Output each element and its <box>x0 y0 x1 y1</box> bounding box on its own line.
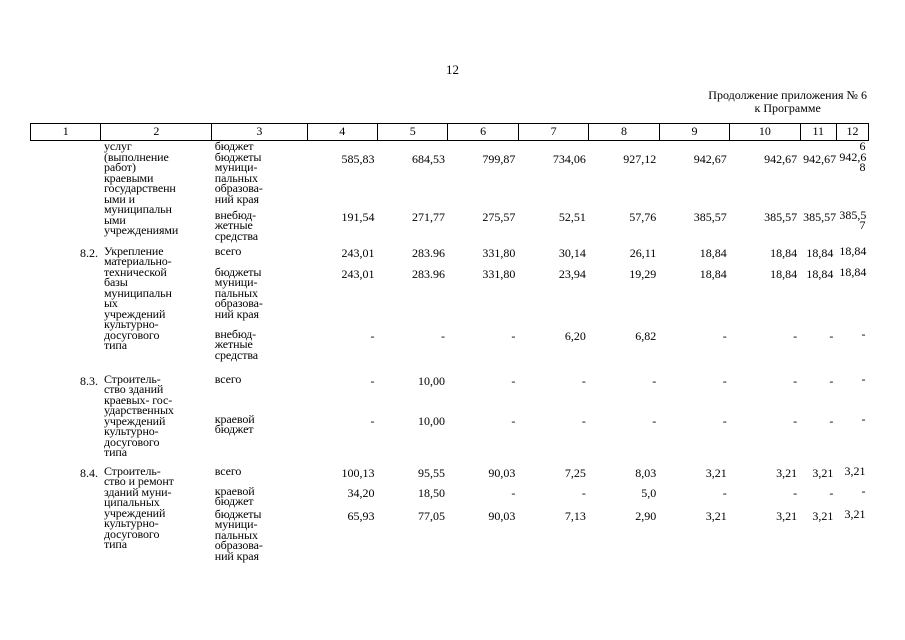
value-cell: 5,0 <box>641 485 657 500</box>
table-row <box>31 141 869 152</box>
column-number-11: 11 <box>800 124 836 141</box>
value-cell: - <box>511 413 516 428</box>
value-cell: 684,53 <box>411 151 445 166</box>
table-row <box>31 246 869 267</box>
value-cell: - <box>511 373 516 388</box>
value-cell: - <box>370 328 375 343</box>
column-number-5: 5 <box>378 124 448 141</box>
value-cell: - <box>829 373 834 388</box>
value-cell: 52,51 <box>558 209 586 224</box>
value-cell: 18,84 <box>806 245 834 260</box>
value-cell: 927,12 <box>623 151 657 166</box>
funding-source: бюджеты муници- пальных образова- ний края <box>214 264 263 321</box>
value-cell: 10,00 <box>417 373 445 388</box>
value-cell: 3,21 <box>776 465 798 480</box>
funding-source: всего <box>214 243 242 258</box>
value-cell: 8,03 <box>635 465 657 480</box>
item-name: услуг (выполнение работ) краевыми государственн ыми и муниципальн ыми учреждениями <box>103 139 179 237</box>
funding-source: всего <box>214 463 242 478</box>
value-cell: 3,21 <box>844 506 866 521</box>
value-cell: 3,21 <box>705 508 727 523</box>
column-number-6: 6 <box>448 124 518 141</box>
program-table <box>30 123 869 561</box>
value-cell: 19,29 <box>629 266 657 281</box>
value-cell: 90,03 <box>488 465 516 480</box>
value-cell: - <box>440 328 445 343</box>
value-cell: 57,76 <box>629 209 657 224</box>
value-cell <box>518 141 588 152</box>
value-cell: 2,90 <box>635 508 657 523</box>
value-cell: - <box>581 413 586 428</box>
page-number: 12 <box>446 62 459 77</box>
value-cell: 10,00 <box>417 413 445 428</box>
continuation-note <box>708 89 867 115</box>
value-cell: - <box>861 371 866 386</box>
funding-source: краевой бюджет <box>214 483 255 508</box>
value-cell: - <box>370 413 375 428</box>
value-cell: 18,84 <box>770 266 798 281</box>
value-cell: 18,50 <box>417 485 445 500</box>
column-number-10: 10 <box>730 124 800 141</box>
value-cell <box>307 141 377 152</box>
value-cell: 191,54 <box>341 209 375 224</box>
column-number-8: 8 <box>589 124 659 141</box>
value-cell: 942,67 <box>693 151 727 166</box>
value-cell: 18,84 <box>839 243 867 258</box>
value-cell: 18,84 <box>770 245 798 260</box>
value-cell: 3,21 <box>705 465 727 480</box>
value-cell: 3,21 <box>812 508 834 523</box>
column-number-row <box>31 124 869 141</box>
value-cell: 385,57 <box>693 209 727 224</box>
value-cell <box>448 141 518 152</box>
value-cell: 18,84 <box>806 266 834 281</box>
column-number-9: 9 <box>659 124 729 141</box>
value-cell: - <box>861 483 866 498</box>
value-cell: 95,55 <box>417 465 445 480</box>
column-number-2: 2 <box>101 124 212 141</box>
value-cell: - <box>793 485 798 500</box>
value-cell: 243,01 <box>341 245 375 260</box>
value-cell: - <box>652 373 657 388</box>
funding-source: внебюд- жетные средства <box>214 207 258 243</box>
value-cell: 385,57 <box>803 209 837 224</box>
value-cell: 26,11 <box>629 245 657 260</box>
value-cell: 18,84 <box>699 266 727 281</box>
value-cell: 331,80 <box>482 266 516 281</box>
value-cell: 18,84 <box>839 264 867 279</box>
value-cell: - <box>652 413 657 428</box>
value-cell: - <box>722 373 727 388</box>
value-cell: - <box>829 328 834 343</box>
value-cell: 385,57 <box>764 209 798 224</box>
value-cell: - <box>511 328 516 343</box>
value-cell: 271,77 <box>411 209 445 224</box>
funding-source: бюджеты муници- пальных образова- ний края <box>214 506 263 563</box>
item-number <box>31 141 101 246</box>
value-cell: - <box>722 413 727 428</box>
value-cell: 3,21 <box>844 463 866 478</box>
value-cell: 799,87 <box>482 151 516 166</box>
value-cell: - <box>793 328 798 343</box>
value-cell: - <box>861 326 866 341</box>
funding-source: бюджеты муници- пальных образова- ний края <box>214 149 263 206</box>
value-cell: - <box>581 485 586 500</box>
value-cell: 6 <box>859 139 866 153</box>
value-cell: 942,67 <box>764 151 798 166</box>
value-cell: 100,13 <box>341 465 375 480</box>
item-name: Строитель- ство зданий краевых- гос- ударственных учреждений культурно- досугового типа <box>103 371 174 459</box>
value-cell: - <box>722 485 727 500</box>
item-name: Укрепление материально- технической базы муниципальн ых учреждений культурно- досугового типа <box>103 243 172 352</box>
value-cell: - <box>511 485 516 500</box>
column-number-4: 4 <box>307 124 377 141</box>
value-cell: 243,01 <box>341 266 375 281</box>
value-cell: 6,20 <box>564 328 586 343</box>
value-cell: - <box>793 373 798 388</box>
value-cell: 942,6 8 <box>839 149 867 174</box>
column-number-12: 12 <box>836 124 868 141</box>
item-number: 8.3. <box>79 373 98 388</box>
value-cell: 34,20 <box>347 485 375 500</box>
continuation-line-2: к Программе <box>754 101 821 115</box>
value-cell: 30,14 <box>558 245 586 260</box>
column-number-3: 3 <box>212 124 307 141</box>
continuation-line-1: Продолжение приложения № 6 <box>708 88 867 102</box>
value-cell: 734,06 <box>552 151 586 166</box>
column-number-1: 1 <box>31 124 101 141</box>
value-cell: 23,94 <box>558 266 586 281</box>
value-cell <box>378 141 448 152</box>
value-cell: 7,13 <box>564 508 586 523</box>
item-number: 8.4. <box>79 465 98 480</box>
value-cell: - <box>793 413 798 428</box>
value-cell: 585,83 <box>341 151 375 166</box>
value-cell: 7,25 <box>564 465 586 480</box>
value-cell: - <box>722 328 727 343</box>
value-cell: 6,82 <box>635 328 657 343</box>
value-cell <box>659 141 729 152</box>
column-number-7: 7 <box>518 124 588 141</box>
value-cell <box>730 141 800 152</box>
value-cell: - <box>829 413 834 428</box>
value-cell: 77,05 <box>417 508 445 523</box>
value-cell: - <box>581 373 586 388</box>
value-cell: 385,5 7 <box>839 207 867 232</box>
value-cell: 90,03 <box>488 508 516 523</box>
funding-source: краевой бюджет <box>214 411 255 436</box>
value-cell: - <box>861 411 866 426</box>
value-cell: 275,57 <box>482 209 516 224</box>
value-cell: 65,93 <box>347 508 375 523</box>
value-cell: 18,84 <box>699 245 727 260</box>
value-cell: 3,21 <box>776 508 798 523</box>
value-cell: - <box>370 373 375 388</box>
table-row <box>31 374 869 414</box>
value-cell: 942,67 <box>803 151 837 166</box>
value-cell <box>589 141 659 152</box>
table-row <box>31 466 869 486</box>
funding-source: внебюд- жетные средства <box>214 326 258 362</box>
funding-source: всего <box>214 371 242 386</box>
value-cell: 331,80 <box>482 245 516 260</box>
item-name: Строитель- ство и ремонт зданий муни- ципальных учреждений культурно- досугового типа <box>103 463 174 551</box>
value-cell: 3,21 <box>812 465 834 480</box>
value-cell <box>800 141 836 152</box>
value-cell: 283.96 <box>411 245 445 260</box>
value-cell: - <box>829 485 834 500</box>
item-number: 8.2. <box>79 245 98 260</box>
value-cell: 283.96 <box>411 266 445 281</box>
funding-source: бюджет <box>214 139 254 153</box>
